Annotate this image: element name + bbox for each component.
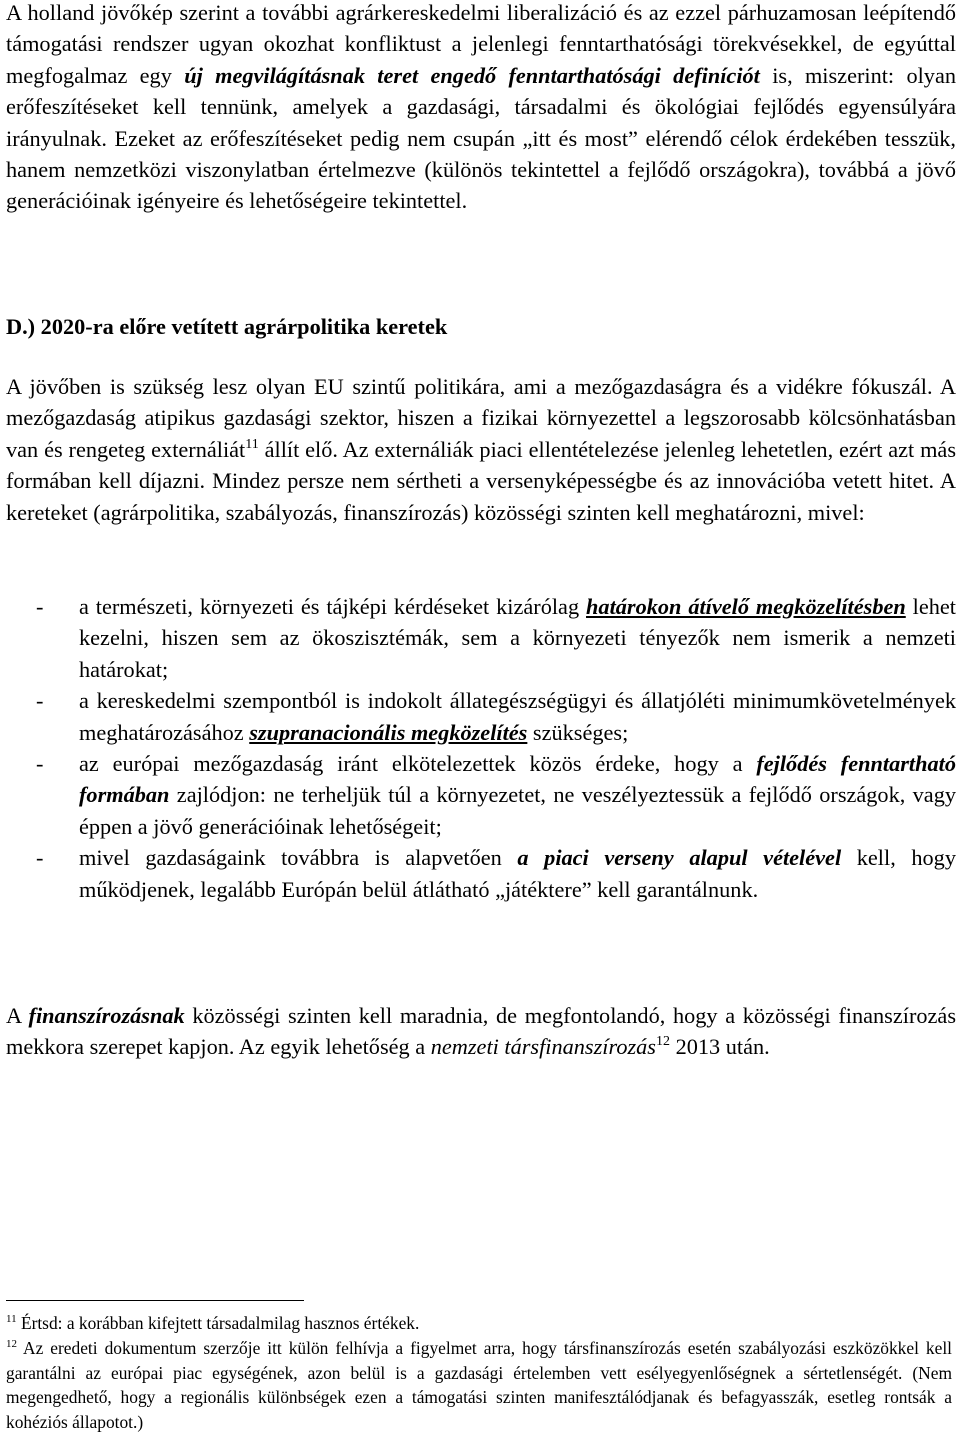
list-item bbox=[6, 685, 956, 748]
footnote-12 bbox=[6, 1336, 952, 1435]
paragraph-financing bbox=[6, 1000, 956, 1063]
emphasis-text: határokon átívelő megközelítésben bbox=[586, 594, 906, 619]
emphasis-text: új megvilágításnak teret engedő fenntarthatósági definíciót bbox=[184, 62, 760, 88]
text-run: mivel gazdaságaink továbbra is alapvetően bbox=[79, 845, 518, 871]
list-dash: - bbox=[36, 845, 44, 871]
footnote-ref-11[interactable]: 11 bbox=[245, 436, 259, 452]
list-dash: - bbox=[36, 751, 44, 777]
footnotes bbox=[6, 1311, 952, 1435]
emphasis-text: finanszírozásnak bbox=[28, 1003, 185, 1028]
list-item bbox=[6, 748, 956, 842]
footnote-ref-12[interactable]: 12 bbox=[656, 1034, 670, 1050]
paragraph-eu-policy bbox=[6, 371, 956, 528]
text-run: szükséges; bbox=[527, 719, 629, 745]
text-run: állít elő. Az externáliák piaci ellentételezése jelenleg lehetetlen, ezért azt más formában kell díjazni. Mindez persze nem sértheti a versenyképességbe és az innovációba vetett hitet. A kereteket (agrárpolitika, szabályozás, finanszírozás) közösségi szinten kell meghatározni, mivel: bbox=[6, 436, 956, 525]
list-item bbox=[6, 591, 956, 685]
text-run: lehet kezelni, hiszen sem az ökoszisztémák, sem a környezeti tényezők nem ismerik a nemzeti határokat; bbox=[79, 594, 956, 682]
text-run: a természeti, környezeti és tájképi kérdéseket kizárólag bbox=[79, 594, 587, 619]
section-heading: D.) 2020-ra előre vetített agrárpolitika keretek bbox=[6, 314, 448, 339]
text-run: A jövőben is szükség lesz olyan EU szintű politikára, ami a mezőgazdaságra és a vidékre fókuszál. A mezőgazdaság atipikus gazdasági szektor, hiszen a fizikai környezettel a legszorosabb kölcsönhatásban van és rengeteg externáliát bbox=[6, 374, 956, 462]
text-run: is, miszerint: olyan erőfeszítéseket kell tennünk, amelyek a gazdasági, társadalmi és ökológiai fejlődés egyensúlyára irányulnak. Ezeket az erőfeszítéseket pedig nem csupán „itt és most” elérendő célok érdekében tesszük, hanem nemzetközi viszonylatban értelmezve (különös tekintettel a fejlődő országokra), továbbá a jövő generációinak igényeire és lehetőségeire tekintettel. bbox=[6, 62, 956, 214]
emphasis-text: a piaci verseny alapul vételével bbox=[517, 845, 842, 871]
list-dash: - bbox=[36, 688, 44, 714]
list-dash: - bbox=[36, 594, 44, 619]
text-run: az európai mezőgazdaság iránt elkötelezettek közös érdeke, hogy a bbox=[79, 751, 757, 777]
footnote-number: 11 bbox=[6, 1313, 17, 1325]
text-run: 2013 után. bbox=[670, 1034, 770, 1060]
reasons-list bbox=[6, 591, 956, 905]
footnote-11 bbox=[6, 1311, 952, 1336]
text-run: a kereskedelmi szempontból is indokolt állategészségügyi és állatjóléti minimumkövetelmények meghatározásához bbox=[79, 688, 956, 745]
footnote-divider bbox=[6, 1300, 304, 1301]
text-run: zajlódjon: ne terheljük túl a környezetet, ne veszélyeztessük a fejlődő országok, vagy éppen a jövő generációinak lehetőségeit; bbox=[79, 782, 956, 839]
footnote-text: Értsd: a korábban kifejtett társadalmilag hasznos értékek. bbox=[16, 1313, 420, 1333]
italic-text: nemzeti társfinanszírozás bbox=[430, 1034, 656, 1060]
text-run: kell, hogy működjenek, legalább Európán belül átlátható „játéktere” kell garantálnunk. bbox=[79, 845, 956, 902]
emphasis-text: szupranacionális megközelítés bbox=[249, 719, 528, 745]
paragraph-dutch-vision bbox=[6, 0, 956, 217]
footnote-number: 12 bbox=[6, 1337, 17, 1350]
footnote-text: Az eredeti dokumentum szerzője itt külön felhívja a figyelmet arra, hogy társfinanszírozás esetén szabályozási eszközökkel kell garantálni az európai piac egységének, azon belül is a gazdasági értelemben vett esélyegyenlőségnek a sértetlenségét. (Nem megengedhető, hogy a regionális különbségek ezen a támogatási szinten manifesztálódjanak és befagyasszák, esetleg rontsák a kohéziós állapotot.) bbox=[6, 1337, 952, 1433]
text-run: A bbox=[6, 1003, 29, 1028]
text-run: A holland jövőkép szerint a további agrárkereskedelmi liberalizáció és az ezzel párhuzamosan leépítendő támogatási rendszer ugyan okozhat konfliktust a jelenlegi fenntarthatósági törekvésekkel, de egyúttal megfogalmaz egy bbox=[6, 0, 956, 88]
list-item bbox=[6, 842, 956, 905]
text-run: közösségi szinten kell maradnia, de megfontolandó, hogy a közösségi finanszírozás mekkora szerepet kapjon. Az egyik lehetőség a bbox=[6, 1003, 956, 1060]
emphasis-text: fejlődés fenntartható formában bbox=[79, 751, 956, 808]
